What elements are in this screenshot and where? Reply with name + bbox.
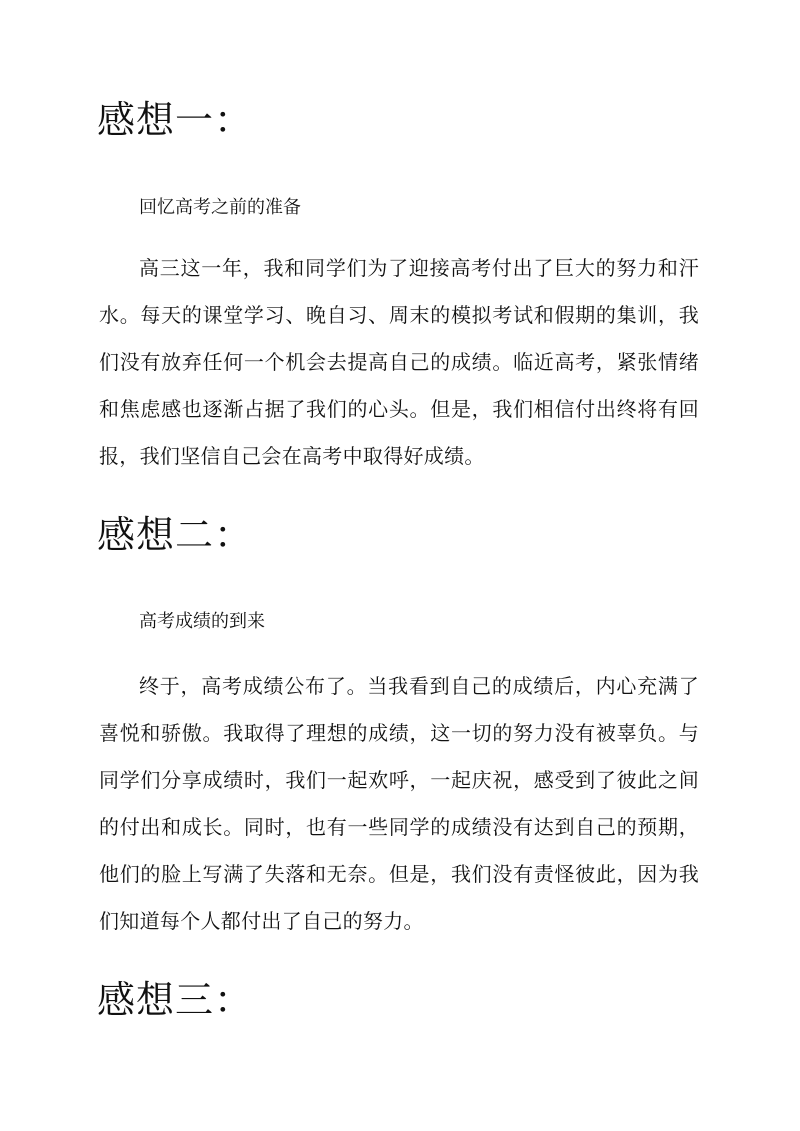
- section-paragraph: 终于，高考成绩公布了。当我看到自己的成绩后，内心充满了喜悦和骄傲。我取得了理想的成绩，这一切的努力没有被辜负。与同学们分享成绩时，我们一起欢呼，一起庆祝，感受到了彼此之间的付出和成长。同时，也有一些同学的成绩没有达到自己的预期，他们的脸上写满了失落和无奈。但是，我们没有责怪彼此，因为我们知道每个人都付出了自己的努力。: [99, 674, 699, 933]
- section-subtitle: 回忆高考之前的准备: [139, 197, 301, 218]
- section-subtitle: 高考成绩的到来: [139, 611, 265, 632]
- section-heading: 感想三：: [97, 978, 254, 1022]
- section-paragraph: 高三这一年，我和同学们为了迎接高考付出了巨大的努力和汗水。每天的课堂学习、晚自习、周末的模拟考试和假期的集训，我们没有放弃任何一个机会去提高自己的成绩。临近高考，紧张情绪和焦虑感也逐渐占据了我们的心头。但是，我们相信付出终将有回报，我们坚信自己会在高考中取得好成绩。: [99, 256, 699, 468]
- section-heading: 感想二：: [97, 513, 254, 557]
- section-heading: 感想一：: [97, 98, 254, 142]
